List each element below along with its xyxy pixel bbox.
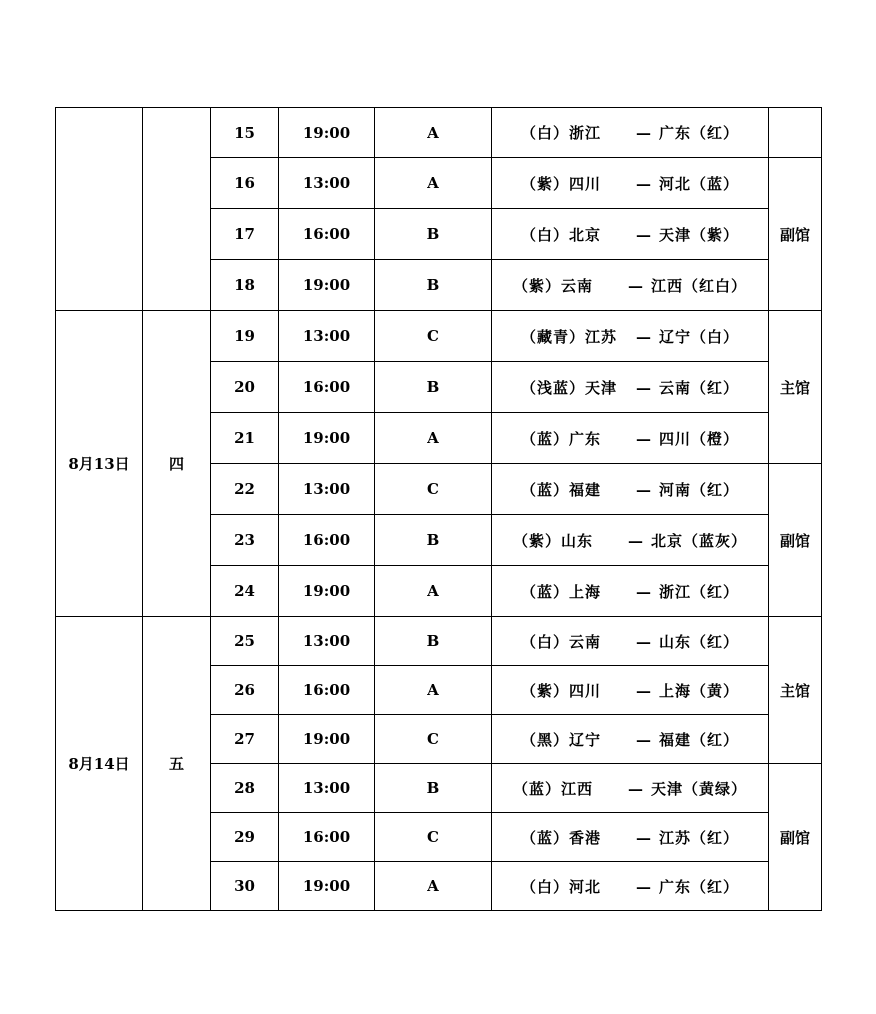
- game-time: 16:00: [279, 813, 375, 862]
- matchup: [492, 764, 769, 813]
- vs-dash: —: [627, 276, 644, 295]
- team-b: 上海（黄）: [658, 681, 739, 700]
- team-b: 山东（红）: [658, 632, 739, 651]
- matchup: [492, 566, 769, 617]
- team-a: （紫）云南: [512, 276, 593, 295]
- team-b: 河南（红）: [658, 480, 739, 499]
- vs-dash: —: [627, 531, 644, 550]
- weekday-cell: [143, 108, 211, 311]
- vs-dash: —: [635, 225, 652, 244]
- game-time: 13:00: [279, 764, 375, 813]
- game-group: B: [375, 362, 492, 413]
- game-group: C: [375, 813, 492, 862]
- game-number: 17: [211, 209, 279, 260]
- game-time: 13:00: [279, 617, 375, 666]
- game-group: B: [375, 764, 492, 813]
- game-time: 16:00: [279, 515, 375, 566]
- venue-cell: [769, 108, 822, 158]
- team-b: 四川（橙）: [658, 429, 739, 448]
- team-a: （蓝）香港: [520, 828, 601, 847]
- game-number: 29: [211, 813, 279, 862]
- team-a: （藏青）江苏: [520, 327, 617, 346]
- vs-dash: —: [635, 681, 652, 700]
- team-a: （白）河北: [520, 877, 601, 896]
- team-b: 江苏（红）: [658, 828, 739, 847]
- game-number: 26: [211, 666, 279, 715]
- matchup: [492, 862, 769, 911]
- team-a: （黑）辽宁: [520, 730, 601, 749]
- vs-dash: —: [635, 174, 652, 193]
- matchup: [492, 715, 769, 764]
- game-group: A: [375, 862, 492, 911]
- game-group: B: [375, 515, 492, 566]
- vs-dash: —: [635, 877, 652, 896]
- vs-dash: —: [635, 124, 652, 142]
- game-time: 19:00: [279, 108, 375, 158]
- game-group: A: [375, 108, 492, 158]
- date-cell: 8月14日: [56, 617, 143, 911]
- matchup: [492, 362, 769, 413]
- game-number: 21: [211, 413, 279, 464]
- team-b: 辽宁（白）: [658, 327, 739, 346]
- game-group: C: [375, 311, 492, 362]
- team-b: 河北（蓝）: [658, 174, 739, 193]
- team-a: （白）北京: [520, 225, 601, 244]
- team-b: 天津（紫）: [658, 225, 739, 244]
- matchup: [492, 813, 769, 862]
- vs-dash: —: [627, 779, 644, 798]
- matchup: [492, 617, 769, 666]
- game-number: 19: [211, 311, 279, 362]
- vs-dash: —: [635, 480, 652, 499]
- venue-cell: 主馆: [769, 311, 822, 464]
- team-b: 云南（红）: [658, 378, 739, 397]
- game-group: A: [375, 566, 492, 617]
- venue-cell: 副馆: [769, 158, 822, 311]
- match-schedule-table: [55, 107, 822, 911]
- game-time: 19:00: [279, 862, 375, 911]
- team-a: （紫）四川: [520, 681, 601, 700]
- matchup: [492, 108, 769, 158]
- game-number: 23: [211, 515, 279, 566]
- vs-dash: —: [635, 582, 652, 601]
- game-group: A: [375, 158, 492, 209]
- matchup: [492, 209, 769, 260]
- venue-cell: 副馆: [769, 464, 822, 617]
- game-time: 19:00: [279, 566, 375, 617]
- matchup: [492, 260, 769, 311]
- game-group: B: [375, 209, 492, 260]
- matchup: [492, 311, 769, 362]
- game-time: 13:00: [279, 464, 375, 515]
- matchup: [492, 515, 769, 566]
- team-b: 广东（红）: [658, 877, 739, 896]
- team-a: （白）云南: [520, 632, 601, 651]
- table-row: [56, 311, 822, 362]
- matchup: [492, 413, 769, 464]
- game-number: 25: [211, 617, 279, 666]
- team-a: （蓝）江西: [512, 779, 593, 798]
- team-a: （蓝）上海: [520, 582, 601, 601]
- vs-dash: —: [635, 378, 652, 397]
- weekday-cell: 四: [143, 311, 211, 617]
- game-time: 13:00: [279, 311, 375, 362]
- game-number: 20: [211, 362, 279, 413]
- vs-dash: —: [635, 730, 652, 749]
- matchup: [492, 464, 769, 515]
- game-time: 19:00: [279, 715, 375, 764]
- table-row: [56, 108, 822, 158]
- team-a: （浅蓝）天津: [520, 378, 617, 397]
- game-time: 16:00: [279, 666, 375, 715]
- team-b: 北京（蓝灰）: [650, 531, 747, 550]
- game-group: C: [375, 715, 492, 764]
- team-a: （蓝）广东: [520, 429, 601, 448]
- team-a: （紫）四川: [520, 174, 601, 193]
- game-number: 22: [211, 464, 279, 515]
- vs-dash: —: [635, 632, 652, 651]
- vs-dash: —: [635, 429, 652, 448]
- weekday-cell: 五: [143, 617, 211, 911]
- matchup: [492, 666, 769, 715]
- game-number: 27: [211, 715, 279, 764]
- team-b: 广东（红）: [658, 124, 739, 142]
- team-b: 江西（红白）: [650, 276, 747, 295]
- game-time: 13:00: [279, 158, 375, 209]
- game-number: 24: [211, 566, 279, 617]
- game-time: 16:00: [279, 209, 375, 260]
- venue-cell: 副馆: [769, 764, 822, 911]
- game-group: A: [375, 666, 492, 715]
- matchup: [492, 158, 769, 209]
- vs-dash: —: [635, 828, 652, 847]
- game-number: 18: [211, 260, 279, 311]
- date-cell: 8月13日: [56, 311, 143, 617]
- game-number: 15: [211, 108, 279, 158]
- game-time: 16:00: [279, 362, 375, 413]
- game-number: 30: [211, 862, 279, 911]
- team-a: （白）浙江: [520, 124, 601, 142]
- team-a: （蓝）福建: [520, 480, 601, 499]
- date-cell: [56, 108, 143, 311]
- game-number: 28: [211, 764, 279, 813]
- game-group: B: [375, 617, 492, 666]
- venue-cell: 主馆: [769, 617, 822, 764]
- game-group: B: [375, 260, 492, 311]
- vs-dash: —: [635, 327, 652, 346]
- team-b: 天津（黄绿）: [650, 779, 747, 798]
- game-number: 16: [211, 158, 279, 209]
- team-b: 福建（红）: [658, 730, 739, 749]
- game-group: A: [375, 413, 492, 464]
- game-group: C: [375, 464, 492, 515]
- team-b: 浙江（红）: [658, 582, 739, 601]
- table-row: [56, 617, 822, 666]
- team-a: （紫）山东: [512, 531, 593, 550]
- game-time: 19:00: [279, 413, 375, 464]
- game-time: 19:00: [279, 260, 375, 311]
